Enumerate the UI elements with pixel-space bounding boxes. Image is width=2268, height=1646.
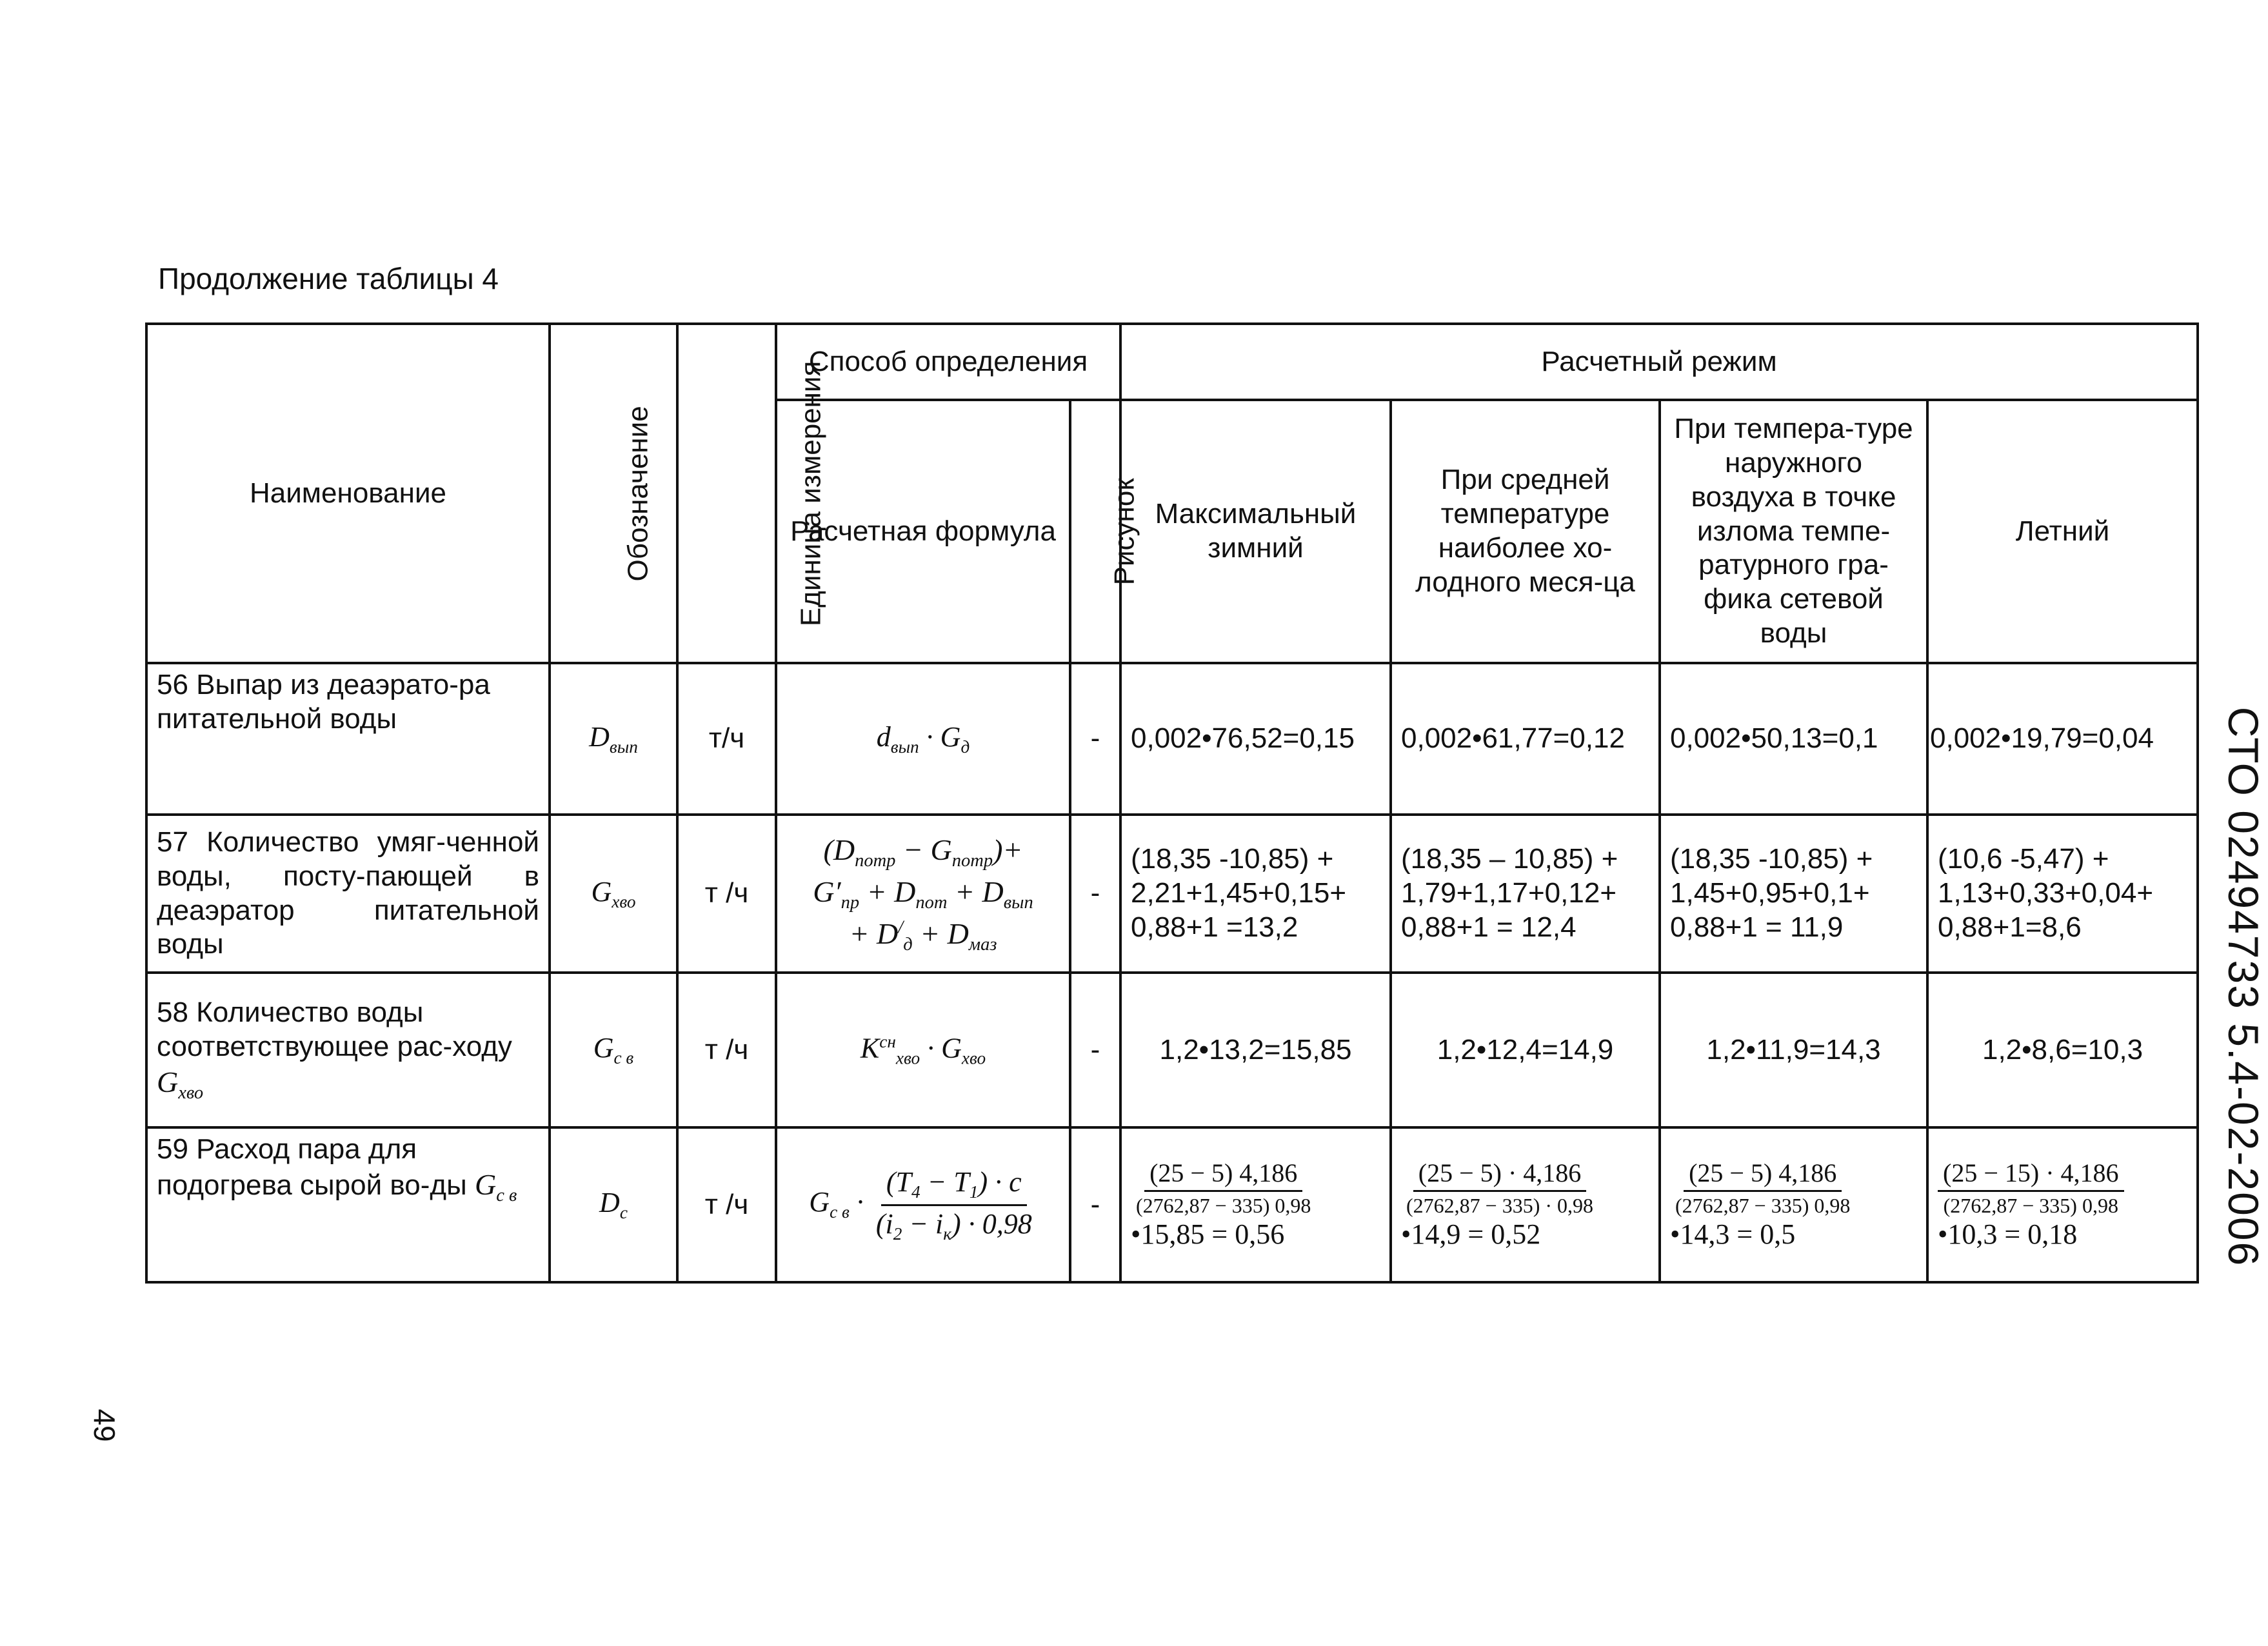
row-unit: т/ч [677, 663, 776, 815]
row-name: 56 Выпар из деаэрато-ра питательной воды [146, 663, 550, 815]
value-max-winter: 0,002•76,52=0,15 [1120, 663, 1391, 815]
row-formula: $d_{вып} \cdot G_д$ [776, 663, 1070, 815]
fraction-numerator: (25 − 5) 4,186 [1144, 1158, 1302, 1192]
row-figure: - [1070, 973, 1120, 1127]
header-name: Наименование [146, 324, 550, 663]
header-designation [550, 324, 677, 663]
fraction-denominator: (2762,87 − 335) 0,98 [1943, 1193, 2118, 1217]
value-avg-coldest [1391, 1127, 1660, 1282]
row-name-cell [146, 1127, 550, 1282]
value-avg-coldest: (18,35 – 10,85) + 1,79+1,17+0,12+ 0,88+1 = 12,4 [1391, 815, 1660, 973]
row-figure: - [1070, 663, 1120, 815]
row-symbol: $G_{хво}$ [550, 815, 677, 973]
header-mode: Расчетный режим [1120, 324, 2198, 400]
row-name-symbol: $G_{хво}$ [157, 1065, 204, 1103]
header-designation-text: Обозначение [622, 405, 654, 582]
value-break-point: 0,002•50,13=0,1 [1660, 663, 1927, 815]
value-result: •14,9 = 0,52 [1401, 1218, 1541, 1251]
document-code: СТО 02494733 5.4-02-2006 [2220, 706, 2267, 1267]
header-unit-text: Единица измерения [795, 361, 827, 626]
value-result: •15,85 = 0,56 [1131, 1218, 1285, 1251]
table-row [146, 1127, 2198, 1282]
value-break-point: 1,2•11,9=14,3 [1660, 973, 1927, 1127]
value-avg-coldest: 0,002•61,77=0,12 [1391, 663, 1660, 815]
value-summer: 1,2•8,6=10,3 [1927, 973, 2198, 1127]
value-max-winter: (18,35 -10,85) + 2,21+1,45+0,15+ 0,88+1 =13,2 [1120, 815, 1391, 973]
row-name: 57 Количество умяг-ченной воды, посту-пающей в деаэратор питательной воды [146, 815, 550, 973]
value-fraction [1938, 1158, 2124, 1218]
value-fraction [1401, 1158, 1598, 1218]
value-max-winter [1120, 1127, 1391, 1282]
header-summer: Летний [1927, 400, 2198, 663]
value-summer [1927, 1127, 2198, 1282]
fraction-numerator: (25 − 5) 4,186 [1684, 1158, 1842, 1192]
header-figure-text: Рисунок [1108, 478, 1140, 585]
row-symbol: $D_{вып}$ [550, 663, 677, 815]
fraction-numerator: (25 − 5) · 4,186 [1413, 1158, 1587, 1192]
row-name-cell [146, 973, 550, 1127]
header-avg-coldest: При средней температуре наиболее хо-лодного меся-ца [1391, 400, 1660, 663]
data-table [145, 322, 2199, 1284]
header-break-point: При темпера-туре наружного воздуха в точке излома темпе-ратурного гра-фика сетевой воды [1660, 400, 1927, 663]
table-caption: Продолжение таблицы 4 [158, 262, 499, 295]
formula-fraction: $\frac{(T_4 - T_1) \cdot c}{(i_2 - i_к) \cdot 0,98}$ [875, 1165, 1032, 1244]
value-break-point: (18,35 -10,85) + 1,45+0,95+0,1+ 0,88+1 = 11,9 [1660, 815, 1927, 973]
row-name: 59 Расход пара для подогрева сырой во-ды [157, 1133, 467, 1201]
row-unit: т /ч [677, 973, 776, 1127]
row-formula: $(D_{потр} - G_{потр})+$ $G'_{пр} + D_{пот} + D_{вып}$ + $D^/_д + D_{маз}$ [776, 815, 1070, 973]
value-result: •14,3 = 0,5 [1670, 1218, 1796, 1251]
row-figure: - [1070, 1127, 1120, 1282]
fraction-numerator: (25 − 15) · 4,186 [1938, 1158, 2124, 1192]
row-formula: $G_{с в}$ · $\frac{(T_4 - T_1) \cdot c}{(i_2 - i_к) \cdot 0,98}$ [776, 1127, 1070, 1282]
fraction-denominator: (2762,87 − 335) 0,98 [1136, 1193, 1311, 1217]
header-method: Способ определения [776, 324, 1120, 400]
header-figure [1070, 400, 1140, 663]
table-row [146, 815, 2198, 973]
row-formula: $K^{сн}_{хво} \cdot G_{хво}$ [776, 973, 1070, 1127]
row-symbol: $D_c$ [550, 1127, 677, 1282]
value-avg-coldest: 1,2•12,4=14,9 [1391, 973, 1660, 1127]
row-name-symbol: $G_{с в}$ [474, 1167, 517, 1205]
value-summer: 0,002•19,79=0,04 [1927, 663, 2198, 815]
header-max-winter: Максимальный зимний [1120, 400, 1391, 663]
row-figure: - [1070, 815, 1120, 973]
value-result: •10,3 = 0,18 [1938, 1218, 2078, 1251]
row-symbol: $G_{с в}$ [550, 973, 677, 1127]
value-fraction [1131, 1158, 1316, 1218]
value-max-winter: 1,2•13,2=15,85 [1120, 973, 1391, 1127]
header-formula: Расчетная формула [776, 400, 1070, 663]
fraction-denominator: (2762,87 − 335) · 0,98 [1406, 1193, 1594, 1217]
page-number: 49 [88, 1409, 121, 1442]
fraction-denominator: (2762,87 − 335) 0,98 [1675, 1193, 1851, 1217]
row-unit: т /ч [677, 815, 776, 973]
header-unit [677, 324, 827, 663]
value-summer: (10,6 -5,47) + 1,13+0,33+0,04+ 0,88+1=8,6 [1927, 815, 2198, 973]
table-row [146, 973, 2198, 1127]
table-row [146, 663, 2198, 815]
row-unit: т /ч [677, 1127, 776, 1282]
value-fraction [1670, 1158, 1855, 1218]
row-name: 58 Количество воды соответствующее рас-ходу [157, 997, 512, 1062]
value-break-point [1660, 1127, 1927, 1282]
